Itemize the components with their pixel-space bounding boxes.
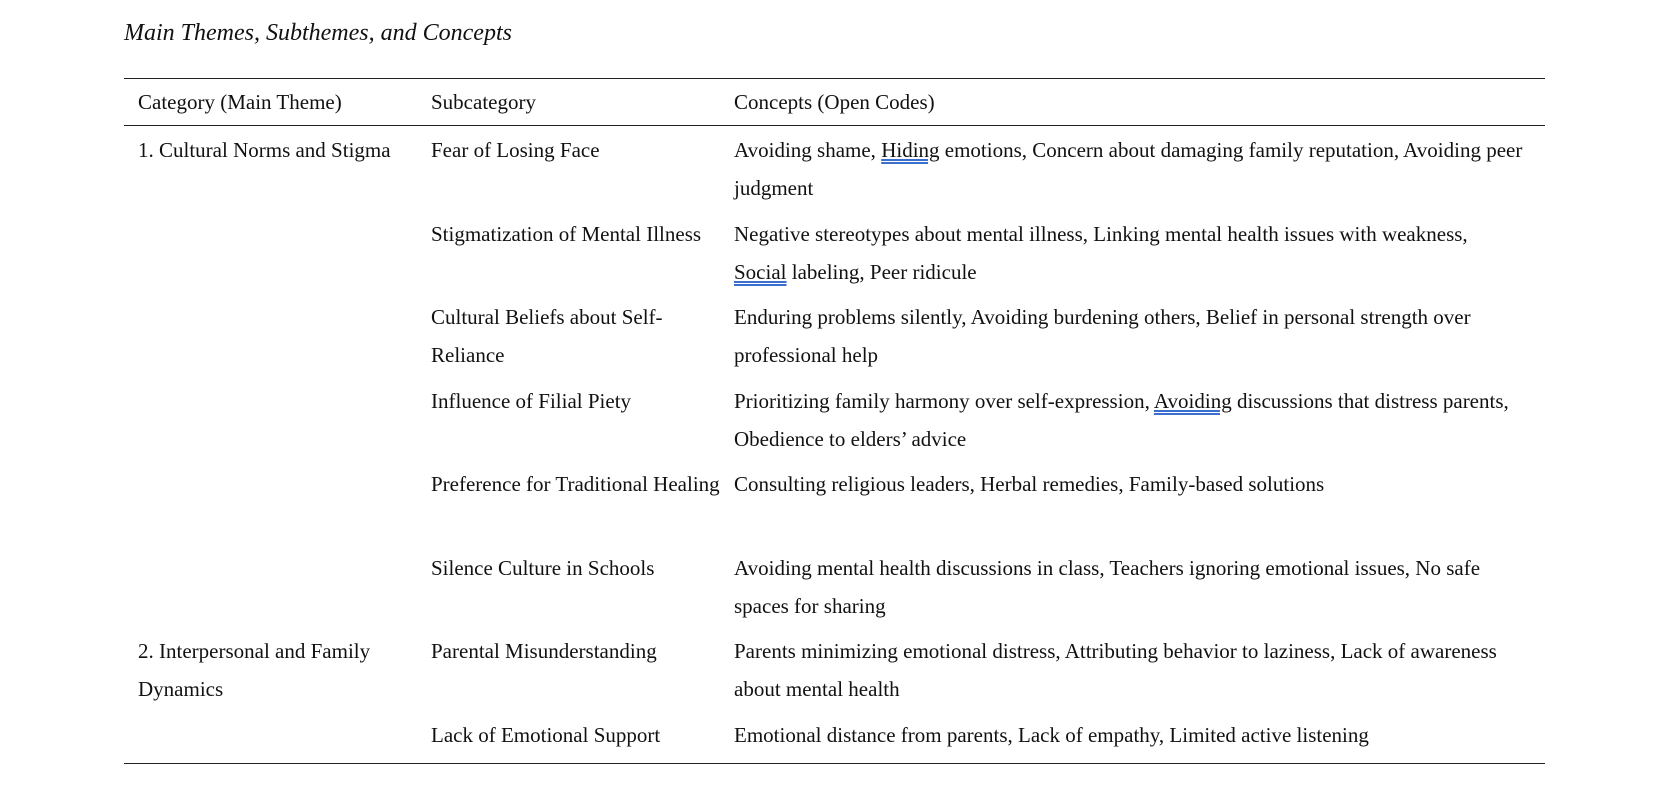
flagged-word: Avoiding xyxy=(1153,388,1232,413)
concepts-text: labeling, Peer ridicule xyxy=(786,259,977,284)
concepts-text: Negative stereotypes about mental illness, Linking mental health issues with weakness, xyxy=(734,221,1468,246)
concepts-cell xyxy=(734,716,1545,758)
concepts-cell xyxy=(734,465,1545,549)
category-cell: 2. Interpersonal and Family Dynamics xyxy=(138,639,371,701)
category-cell xyxy=(124,298,431,382)
subcategory-cell: Stigmatization of Mental Illness xyxy=(431,221,702,246)
category-cell: 1. Cultural Norms and Stigma xyxy=(138,138,391,162)
concepts-text: Avoiding mental health discussions in class, Teachers ignoring emotional issues, No safe spaces for sharing xyxy=(734,555,1481,618)
concepts-text: Avoiding shame, xyxy=(734,138,882,162)
header-category: Category (Main Theme) xyxy=(138,89,342,114)
concepts-text: Enduring problems silently, Avoiding burdening others, Belief in personal strength over professional help xyxy=(734,305,1471,367)
table-row xyxy=(124,131,1545,215)
flagged-word: Social xyxy=(734,259,787,284)
concepts-cell xyxy=(734,131,1545,215)
table-row xyxy=(124,382,1545,466)
header-subcategory: Subcategory xyxy=(431,89,536,114)
concepts-cell xyxy=(734,632,1545,716)
table-row xyxy=(124,632,1545,716)
subcategory-cell: Lack of Emotional Support xyxy=(431,722,661,747)
concepts-text: Consulting religious leaders, Herbal remedies, Family-based solutions xyxy=(734,472,1325,496)
category-cell xyxy=(124,549,431,633)
subcategory-cell: Preference for Traditional Healing xyxy=(431,472,720,496)
table-row xyxy=(124,298,1545,382)
table-row xyxy=(124,215,1545,299)
table-row xyxy=(124,716,1545,758)
concepts-text: emotions, Concern about damaging family reputation, Avoiding peer judgment xyxy=(734,138,1523,200)
subcategory-cell: Influence of Filial Piety xyxy=(431,388,632,413)
concepts-text: discussions that distress parents, Obedience to elders’ advice xyxy=(734,388,1509,451)
category-cell xyxy=(124,716,431,758)
concepts-text: Emotional distance from parents, Lack of empathy, Limited active listening xyxy=(734,722,1369,747)
table-header xyxy=(124,79,1545,126)
concepts-cell xyxy=(734,382,1545,466)
concepts-cell xyxy=(734,215,1545,299)
flagged-word: Hiding xyxy=(881,138,940,162)
category-cell xyxy=(124,465,431,549)
subcategory-cell: Parental Misunderstanding xyxy=(431,639,657,663)
category-cell xyxy=(124,382,431,466)
table-row xyxy=(124,465,1545,549)
subcategory-cell: Silence Culture in Schools xyxy=(431,555,655,580)
category-cell xyxy=(124,215,431,299)
header-concepts: Concepts (Open Codes) xyxy=(734,89,935,114)
concepts-text: Prioritizing family harmony over self-expression, xyxy=(734,388,1154,413)
themes-table xyxy=(124,78,1545,764)
table-title: Main Themes, Subthemes, and Concepts xyxy=(124,20,512,46)
subcategory-cell: Fear of Losing Face xyxy=(431,138,600,162)
concepts-cell xyxy=(734,298,1545,382)
concepts-text: Parents minimizing emotional distress, Attributing behavior to laziness, Lack of awareness about mental health xyxy=(734,639,1497,701)
concepts-cell xyxy=(734,549,1545,633)
table-body xyxy=(124,126,1545,763)
subcategory-cell: Cultural Beliefs about Self-Reliance xyxy=(431,305,663,367)
table-row xyxy=(124,549,1545,633)
